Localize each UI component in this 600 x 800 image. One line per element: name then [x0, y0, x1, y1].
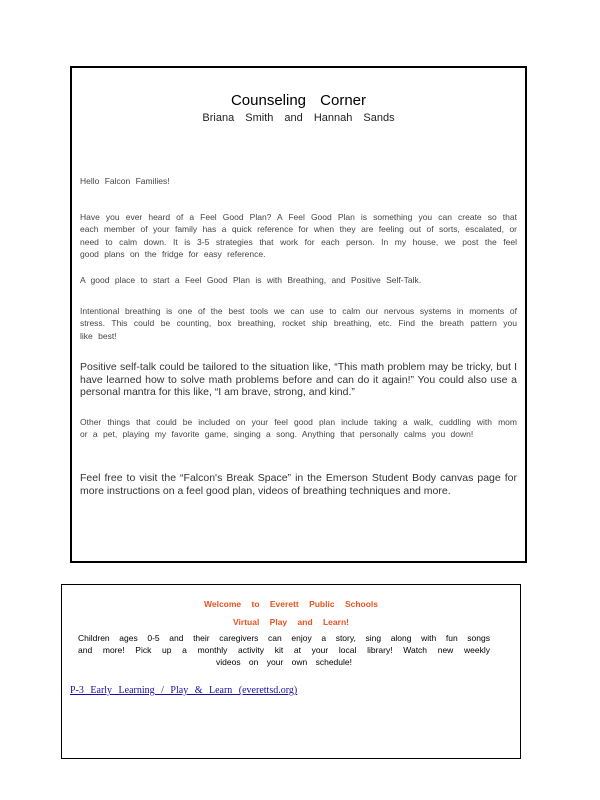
paragraph-good-place-to-start: A good place to start a Feel Good Plan is with Breathing, and Positive Self-Talk. [80, 275, 422, 285]
early-learning-link[interactable]: P-3 Early Learning / Play & Learn (everettsd.org) [70, 685, 298, 696]
play-and-learn-box [61, 584, 521, 759]
play-and-learn-heading: Virtual Play and Learn! [233, 617, 349, 627]
paragraph-intentional-breathing: Intentional breathing is one of the best tools we can use to calm our nervous systems in moments of stress. This could be counting, box breathing, rocket ship breathing, etc. Find the breath pattern you like best! [80, 306, 517, 341]
counseling-title: Counseling Corner [230, 92, 367, 109]
paragraph-feel-good-plan: Have you ever heard of a Feel Good Plan? A Feel Good Plan is something you can create so that each member of your family has a quick reference for when they are feeling out of sorts, escalated, or need to calm down. It is 3-5 strategies that work for each person. In my house, we post the feel good plans on the fridge for easy reference. [80, 212, 517, 260]
paragraph-other-things: Other things that could be included on your feel good plan include taking a walk, cuddling with mom or a pet, playing my favorite game, singing a song. Anything that personally calms you down! [80, 417, 517, 440]
play-and-learn-description: Children ages 0-5 and their caregivers can enjoy a story, sing along with fun songs and more! Pick up a monthly activity kit at your local library! Watch new weekly videos on your own schedule! [78, 633, 490, 667]
counseling-corner-box [70, 66, 527, 563]
paragraph-positive-self-talk: Positive self-talk could be tailored to the situation like, “This math problem may be tricky, but I have learned how to solve math problems before and can do it again!” You could also use a personal mantra for this like, “I am brave, strong, and kind.” [80, 361, 517, 399]
welcome-heading: Welcome to Everett Public Schools [203, 599, 379, 609]
greeting: Hello Falcon Families! [80, 176, 170, 186]
counseling-authors: Briana Smith and Hannah Sands [202, 112, 395, 124]
paragraph-falcon-break-space: Feel free to visit the “Falcon's Break Space” in the Emerson Student Body canvas page for more instructions on a feel good plan, videos of breathing techniques and more. [80, 472, 517, 497]
